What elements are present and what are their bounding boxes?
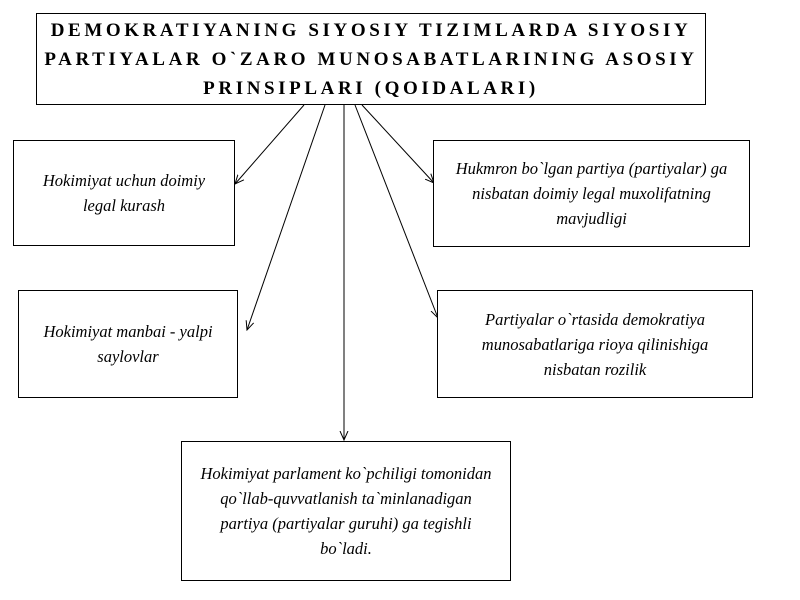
node-text-line: Partiyalar o`rtasida demokratiya [485,309,705,329]
node-text-line: partiya (partiyalar guruhi) ga tegishli [220,514,472,533]
node-text-line: Hokimiyat uchun doimiy [42,171,206,190]
node-text-line: legal kurash [82,196,166,215]
title-line: PARTIYALAR O`ZARO MUNOSABATLARINING ASOSIY [44,48,698,70]
principle-box-parliament-majority [181,441,511,581]
node-text-line: nisbatan doimiy legal muxolifatning [472,184,711,203]
node-text-line: Hukmron bo`lgan partiya (partiyalar) ga [455,159,728,178]
title-line: DEMOKRATIYANING SIYOSIY TIZIMLARDA SIYOSIY [50,19,692,41]
node-text-line: Hokimiyat manbai - yalpi [43,322,213,341]
arrow-to-node-3 [247,105,325,330]
node-text-line: nisbatan rozilik [543,359,647,379]
diagram-title [36,13,706,105]
principle-box-legal-opposition [433,140,750,247]
principle-box-elections [18,290,238,398]
arrow-to-node-1 [235,105,304,184]
node-text-line: mavjudligi [556,209,627,228]
node-text-line: qo`llab-quvvatlanish ta`minlanadigan [220,489,472,508]
principle-box-legal-struggle [13,140,235,246]
node-text-line: saylovlar [97,347,159,366]
arrow-to-node-2 [362,105,434,183]
principle-box-democratic-consent [437,290,753,398]
node-text-line: Hokimiyat parlament ko`pchiligi tomonidan [200,464,492,483]
node-text-line: munosabatlariga rioya qilinishiga [481,334,709,354]
arrow-to-node-4 [355,105,438,318]
node-text-line: bo`ladi. [320,539,372,558]
title-line: PRINSIPLARI (QOIDALARI) [203,77,539,99]
